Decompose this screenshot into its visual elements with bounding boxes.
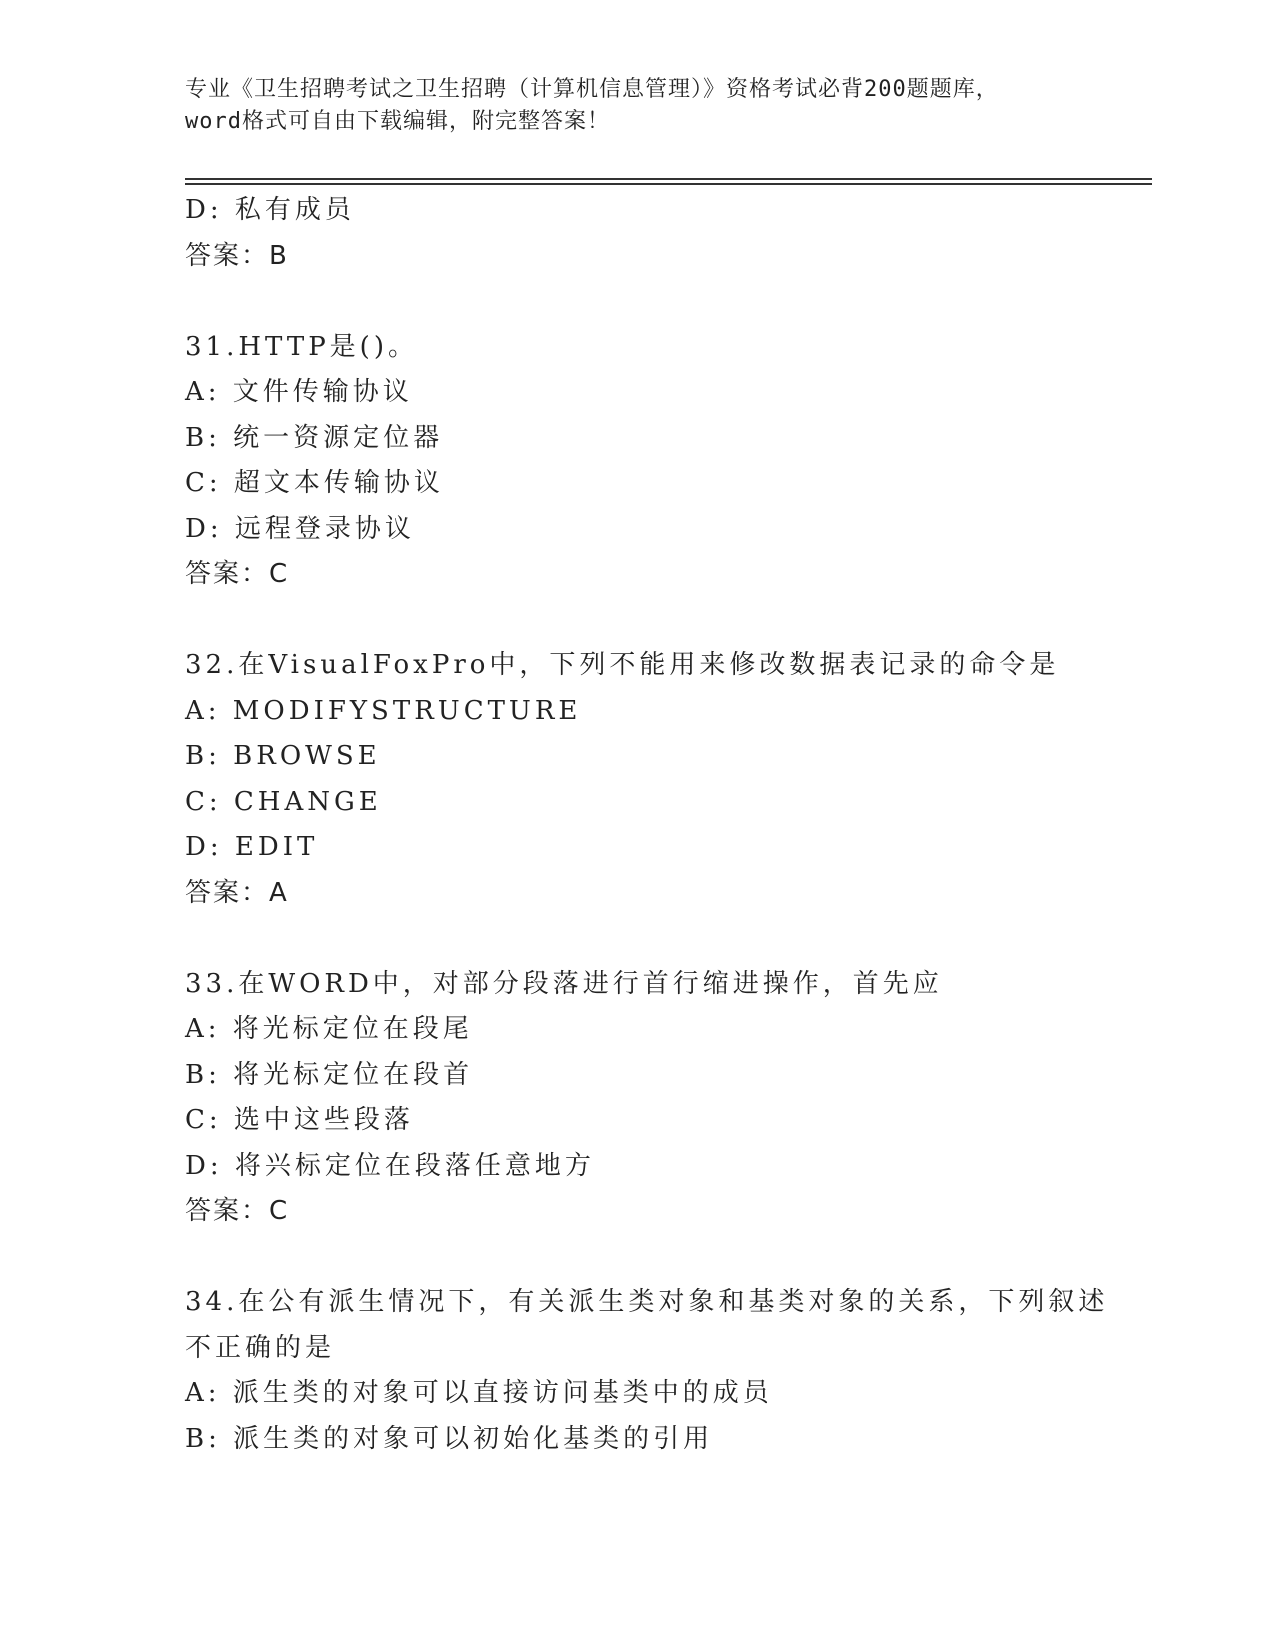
question-31 [185, 325, 1085, 598]
option-d: D: EDIT [185, 832, 319, 862]
option-c: C: 选中这些段落 [185, 1105, 414, 1135]
option-c: C: CHANGE [185, 786, 382, 817]
option-d: D: 将兴标定位在段落任意地方 [185, 1150, 595, 1181]
prev-answer: 答案：B [185, 240, 289, 271]
header-line-1: 专业《卫生招聘考试之卫生招聘（计算机信息管理）》资格考试必背200题题库， [185, 77, 999, 102]
option-a: A: 派生类的对象可以直接访问基类中的成员 [185, 1378, 773, 1408]
answer: 答案：A [185, 877, 289, 908]
question-stem: 31.HTTP是()。 [185, 331, 418, 362]
question-stem: 32.在VisualFoxPro中，下列不能用来修改数据表记录的命令是 [185, 650, 1060, 680]
header-rule-top [185, 178, 1152, 180]
document-body [185, 188, 1109, 1462]
option-b: B: 将光标定位在段首 [185, 1059, 474, 1090]
option-a: A: MODIFYSTRUCTURE [185, 695, 582, 726]
question-stem-line-1: 34.在公有派生情况下，有关派生类对象和基类对象的关系，下列叙述 [185, 1287, 1109, 1317]
header-rule-bottom [185, 183, 1152, 185]
question-stem: 33.在WORD中，对部分段落进行首行缩进操作，首先应 [185, 968, 943, 999]
option-b: B: BROWSE [185, 741, 381, 771]
option-c: C: 超文本传输协议 [185, 468, 444, 498]
spacer [185, 279, 1085, 325]
answer: 答案：C [185, 1196, 290, 1226]
option-a: A: 文件传输协议 [185, 377, 413, 407]
option-b: B: 统一资源定位器 [185, 422, 444, 453]
document-header [185, 74, 1085, 138]
option-b: B: 派生类的对象可以初始化基类的引用 [185, 1423, 714, 1454]
spacer [185, 1235, 1085, 1281]
question-34 [185, 1280, 1109, 1462]
question-33 [185, 962, 1085, 1235]
header-line-2: word格式可自由下载编辑，附完整答案！ [185, 109, 610, 134]
prev-option-d: D: 私有成员 [185, 195, 355, 225]
answer: 答案：C [185, 559, 290, 589]
option-d: D: 远程登录协议 [185, 513, 415, 544]
question-stem-line-2: 不正确的是 [185, 1332, 336, 1363]
spacer [185, 916, 1085, 962]
question-32 [185, 643, 1085, 916]
spacer [185, 598, 1085, 644]
option-a: A: 将光标定位在段尾 [185, 1014, 473, 1044]
